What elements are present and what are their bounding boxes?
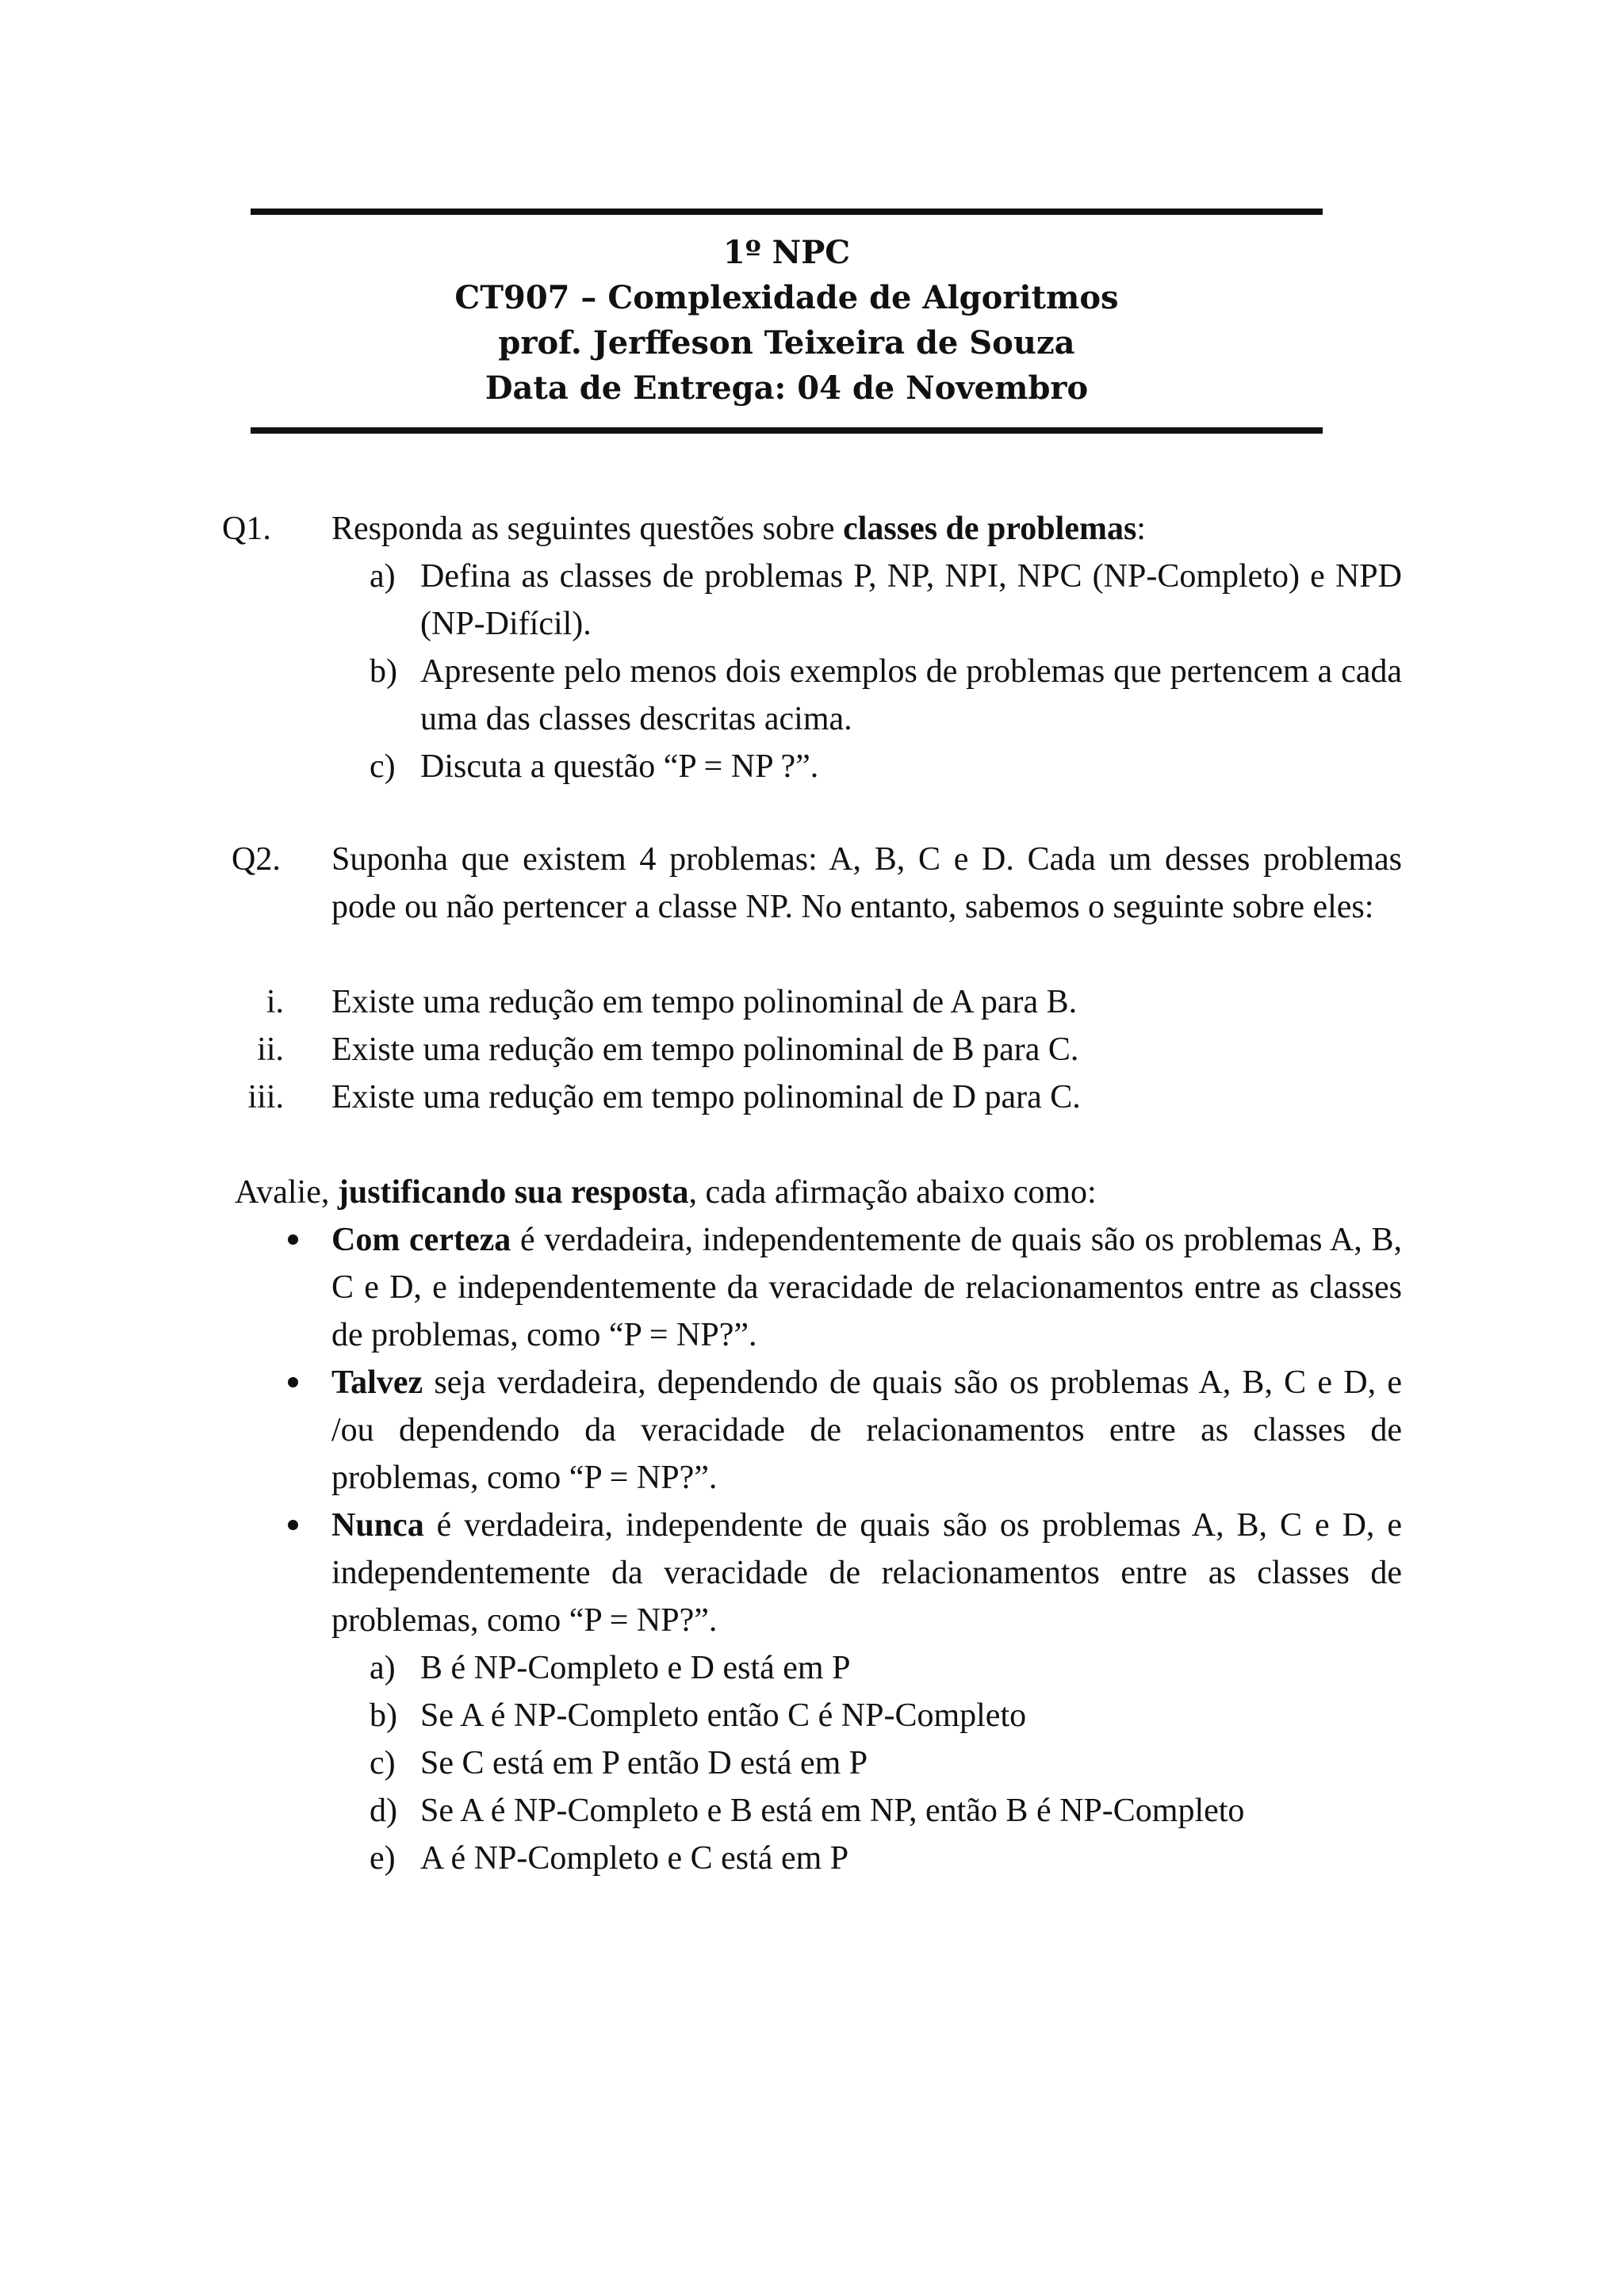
q2-statement-e-marker: e) — [370, 1840, 396, 1877]
q2-statement-d-text: Se A é NP-Completo e B está em NP, então B é NP-Completo — [420, 1793, 1245, 1829]
header-due-date: Data de Entrega: 04 de Novembro — [485, 369, 1089, 407]
q1-item-c-text: Discuta a questão “P = NP ?”. — [420, 748, 819, 785]
q2-fact-iii-marker: iii. — [247, 1079, 284, 1115]
q2-statement-d-marker: d) — [370, 1793, 397, 1829]
bullet-icon — [288, 1234, 298, 1245]
q2-statement-e-text: A é NP-Completo e C está em P — [420, 1840, 849, 1877]
q1-intro-bold: classes de problemas — [843, 511, 1137, 547]
q2-option-never-text: é verdadeira, independente de quais são os problemas A, B, C e D, e independentemente da veracidade de relacionamentos entre as classes de problemas, como “P = NP?”. — [331, 1507, 1402, 1639]
q2-statement-b-text: Se A é NP-Completo então C é NP-Completo — [420, 1697, 1027, 1734]
q1-item-a-text: Defina as classes de problemas P, NP, NPI, NPC (NP-Completo) e NPD (NP-Difícil). — [420, 558, 1402, 642]
q1-number: Q1. — [222, 511, 271, 547]
q2-option-never-bold: Nunca — [331, 1507, 424, 1544]
q2-option-maybe-bold: Talvez — [331, 1364, 423, 1401]
header-professor: prof. Jerffeson Teixeira de Souza — [498, 324, 1075, 362]
q2-option-certainly — [331, 1216, 1402, 1359]
q1-item-c-marker: c) — [370, 748, 396, 785]
q2-option-certainly-bold: Com certeza — [331, 1222, 511, 1258]
q2-option-certainly-text: é verdadeira, independentemente de quais são os problemas A, B, C e D, e independentemente da veracidade de relacionamentos entre as classes de problemas, como “P = NP?”. — [331, 1222, 1403, 1353]
q2-fact-iii-text: Existe uma redução em tempo polinominal de D para C. — [331, 1079, 1081, 1115]
document-header — [251, 230, 1323, 411]
q1-item-b-marker: b) — [370, 653, 397, 690]
bullet-icon — [288, 1520, 298, 1530]
q2-fact-i-marker: i. — [266, 984, 284, 1020]
q2-option-never — [331, 1502, 1402, 1644]
q2-statement-a-text: B é NP-Completo e D está em P — [420, 1650, 851, 1686]
header-bottom-rule — [251, 427, 1323, 434]
q2-evaluate-instruction — [235, 1169, 1402, 1216]
q2-statement-c-marker: c) — [370, 1745, 396, 1781]
q2-evaluate-before: Avalie, — [235, 1174, 338, 1211]
q2-fact-ii-text: Existe uma redução em tempo polinominal de B para C. — [331, 1031, 1079, 1068]
q1-intro-before: Responda as seguintes questões sobre — [331, 511, 844, 547]
q2-statement-b-marker: b) — [370, 1697, 397, 1734]
q2-fact-ii-marker: ii. — [257, 1031, 284, 1068]
q2-evaluate-bold: justificando sua resposta — [337, 1174, 689, 1211]
q2-statement-a-marker: a) — [370, 1650, 396, 1686]
header-top-rule — [251, 209, 1323, 215]
q2-option-maybe-text: seja verdadeira, dependendo de quais são os problemas A, B, C e D, e /ou dependendo da veracidade de relacionamentos entre as classes de problemas, como “P = NP?”. — [331, 1364, 1402, 1496]
q2-evaluate-after: , cada afirmação abaixo como: — [688, 1174, 1097, 1211]
q1-intro-after: : — [1136, 511, 1146, 547]
bullet-icon — [288, 1377, 298, 1387]
header-course: CT907 – Complexidade de Algoritmos — [454, 279, 1119, 316]
q2-fact-i-text: Existe uma redução em tempo polinominal de A para B. — [331, 984, 1078, 1020]
q2-option-maybe — [331, 1359, 1402, 1502]
q1-item-a-marker: a) — [370, 558, 396, 595]
q2-intro: Suponha que existem 4 problemas: A, B, C e D. Cada um desses problemas pode ou não pertencer a classe NP. No entanto, sabemos o seguinte sobre eles: — [331, 841, 1402, 925]
q1-item-b-text: Apresente pelo menos dois exemplos de problemas que pertencem a cada uma das classes descritas acima. — [420, 653, 1402, 737]
q2-statement-c-text: Se C está em P então D está em P — [420, 1745, 868, 1781]
q1-intro — [331, 505, 1402, 553]
q2-number: Q2. — [232, 841, 281, 878]
header-title: 1º NPC — [722, 234, 851, 271]
